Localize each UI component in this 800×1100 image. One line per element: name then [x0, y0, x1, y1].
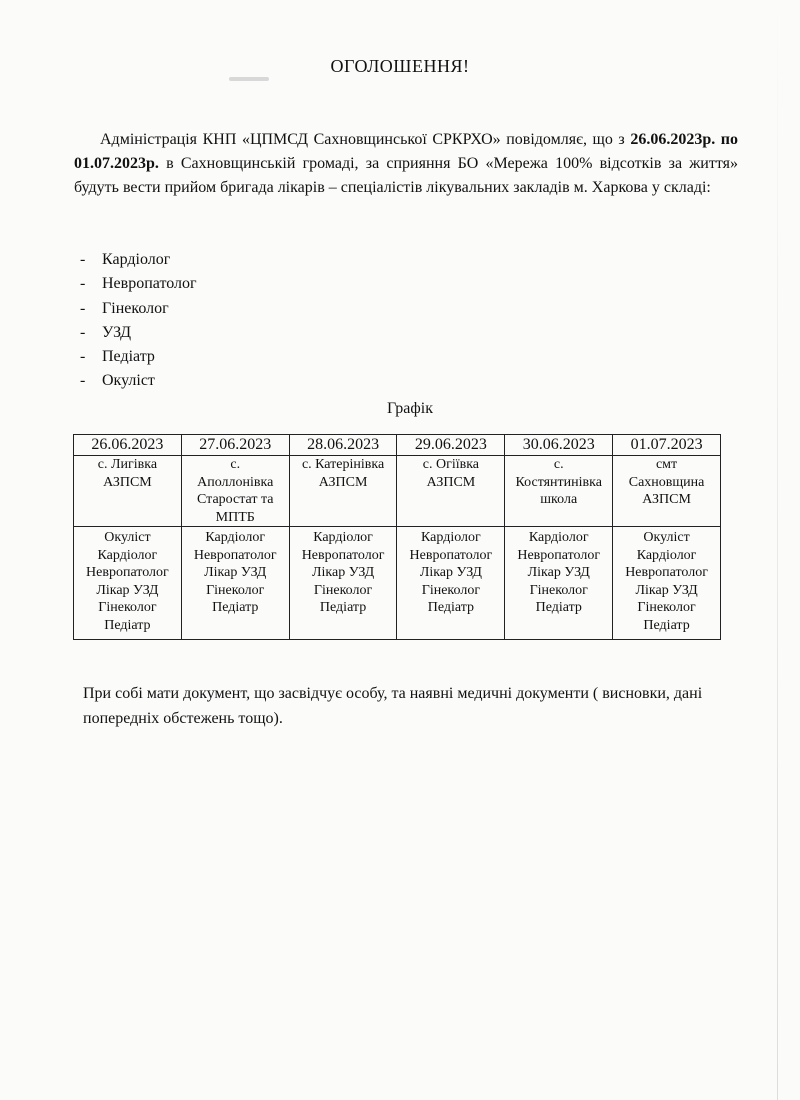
- list-item: [80, 272, 197, 296]
- date-cell: 01.07.2023: [613, 435, 721, 456]
- list-item: [80, 369, 197, 393]
- schedule-title: Графік: [387, 400, 433, 417]
- place-cell: с. Лигівка АЗПСМ: [74, 456, 182, 527]
- intro-text-part3: в Сахновщинській громаді, за сприяння БО «Мережа 100% відсотків за життя» будуть вести прийом бригада лікарів – спеціалістів лікувальних закладів м. Харкова у складі:: [74, 155, 738, 196]
- specialist-name: Гінеколог: [102, 299, 169, 317]
- specialist-name: УЗД: [102, 323, 132, 341]
- doctors-cell: Окуліст Кардіолог Невропатолог Лікар УЗД Гінеколог Педіатр: [613, 527, 721, 640]
- date-cell: 30.06.2023: [505, 435, 613, 456]
- specialist-name: Невропатолог: [102, 275, 197, 293]
- document-title: ОГОЛОШЕННЯ!: [330, 56, 470, 76]
- intro-text-part2: по: [715, 131, 739, 148]
- schedule-table: [73, 434, 721, 640]
- footer-note: При собі мати документ, що засвідчує особу, та наявні медичні документи ( висновки, дані попередніх обстежень тощо).: [83, 685, 703, 727]
- intro-text-part1: Адміністрація КНП «ЦПМСД Сахновщинської СРКРХО» повідомляє, що з: [100, 131, 631, 148]
- table-row-doctors: [74, 527, 721, 640]
- list-item: [80, 345, 197, 369]
- specialist-name: Окуліст: [102, 372, 155, 390]
- list-bullet: -: [80, 372, 86, 390]
- date-cell: 26.06.2023: [74, 435, 182, 456]
- table-row-places: [74, 456, 721, 527]
- place-cell: смт Сахновщина АЗПСМ: [613, 456, 721, 527]
- date-cell: 28.06.2023: [289, 435, 397, 456]
- doctors-cell: Кардіолог Невропатолог Лікар УЗД Гінеколог Педіатр: [397, 527, 505, 640]
- list-bullet: -: [80, 275, 86, 293]
- intro-paragraph: [74, 128, 738, 200]
- date-cell: 27.06.2023: [181, 435, 289, 456]
- specialist-name: Кардіолог: [102, 251, 171, 268]
- place-cell: с. Костянтинівка школа: [505, 456, 613, 527]
- place-cell: с. Огіївка АЗПСМ: [397, 456, 505, 527]
- date-cell: 29.06.2023: [397, 435, 505, 456]
- doctors-cell: Кардіолог Невропатолог Лікар УЗД Гінеколог Педіатр: [289, 527, 397, 640]
- place-cell: с. Катерінівка АЗПСМ: [289, 456, 397, 527]
- list-bullet: -: [80, 299, 86, 317]
- place-cell: с. Аполлонівка Старостат та МПТБ: [181, 456, 289, 527]
- intro-date-to: 01.07.2023р.: [74, 155, 159, 172]
- scan-smudge: [229, 77, 269, 81]
- list-bullet: -: [80, 251, 86, 268]
- scan-edge-shadow: [777, 0, 778, 1100]
- table-row-dates: [74, 435, 721, 456]
- list-item: [80, 321, 197, 345]
- specialist-list: [80, 248, 197, 394]
- doctors-cell: Кардіолог Невропатолог Лікар УЗД Гінеколог Педіатр: [505, 527, 613, 640]
- list-item: [80, 248, 197, 272]
- intro-date-from: 26.06.2023р.: [630, 131, 716, 148]
- specialist-name: Педіатр: [102, 348, 155, 366]
- list-bullet: -: [80, 323, 86, 341]
- list-item: [80, 297, 197, 321]
- list-bullet: -: [80, 348, 86, 366]
- doctors-cell: Кардіолог Невропатолог Лікар УЗД Гінеколог Педіатр: [181, 527, 289, 640]
- doctors-cell: Окуліст Кардіолог Невропатолог Лікар УЗД Гінеколог Педіатр: [74, 527, 182, 640]
